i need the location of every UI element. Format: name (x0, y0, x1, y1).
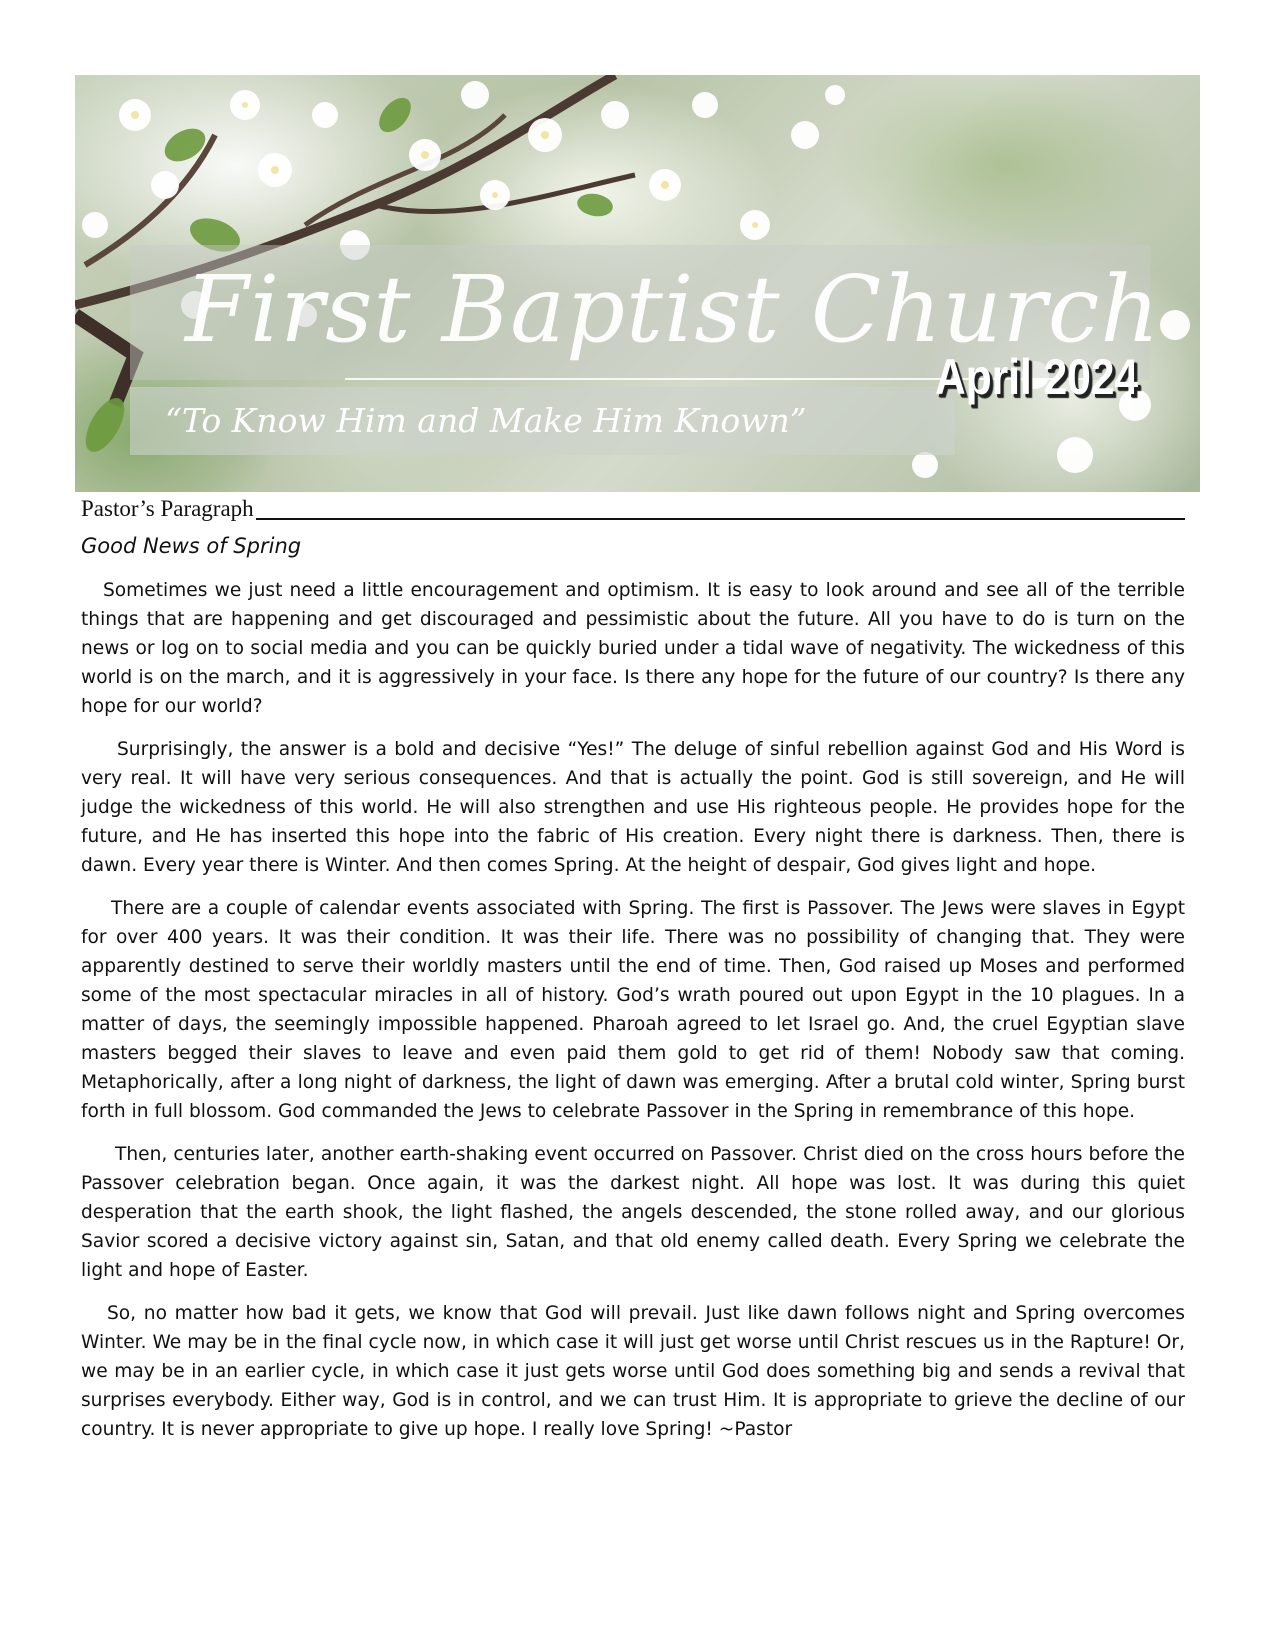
article-paragraph: Surprisingly, the answer is a bold and decisive “Yes!” The deluge of sinful rebellion against God and His Word is very real. It will have very serious consequences. And that is actually the point. God is still sovereign, and He will judge the wickedness of this world. He will also strengthen and use His righteous people. He provides hope for the future, and He has inserted this hope into the fabric of His creation. Every night there is darkness. Then, there is dawn. Every year there is Winter. And then comes Spring. At the height of despair, God gives light and hope. (81, 739, 1185, 876)
article-paragraph: Sometimes we just need a little encouragement and optimism. It is easy to look around and see all of the terrible things that are happening and get discouraged and pessimistic about the future. All you have to do is turn on the news or log on to social media and you can be quickly buried under a tidal wave of negativity. The wickedness of this world is on the march, and it is aggressively in your face. Is there any hope for the future of our country? Is there any hope for our world? (81, 580, 1185, 717)
article-paragraph: So, no matter how bad it gets, we know that God will prevail. Just like dawn follows night and Spring overcomes Winter. We may be in the final cycle now, in which case it will just get worse until Christ rescues us in the Rapture! Or, we may be in an earlier cycle, in which case it just gets worse until God does something big and sends a revival that surprises everybody. Either way, God is in control, and we can trust Him. It is appropriate to grieve the decline of our country. It is never appropriate to give up hope. I really love Spring! ~Pastor (81, 1303, 1185, 1440)
church-name: First Baptist Church (185, 256, 1161, 363)
section-heading-rule (256, 518, 1185, 520)
masthead (75, 75, 1200, 492)
article-paragraph: Then, centuries later, another earth-shaking event occurred on Passover. Christ died on the cross hours before the Passover celebration began. Once again, it was the darkest night. All hope was lost. It was during this quiet desperation that the earth shook, the light flashed, the angels descended, the stone rolled away, and our glorious Savior scored a decisive victory against sin, Satan, and that old enemy called death. Every Spring we celebrate the light and hope of Easter. (81, 1144, 1185, 1281)
article-title: Good News of Spring (81, 534, 302, 558)
church-tagline: “To Know Him and Make Him Known” (165, 401, 807, 440)
section-heading (81, 494, 1185, 524)
article-paragraph: There are a couple of calendar events associated with Spring. The first is Passover. The Jews were slaves in Egypt for over 400 years. It was their condition. It was their life. There was no possibility of changing that. They were apparently destined to serve their worldly masters until the end of time. Then, God raised up Moses and performed some of the most spectacular miracles in all of history. God’s wrath poured out upon Egypt in the 10 plagues. In a matter of days, the seemingly impossible happened. Pharoah agreed to let Israel go. And, the cruel Egyptian slave masters begged their slaves to leave and even paid them gold to get rid of them! Nobody saw that coming. Metaphorically, after a long night of darkness, the light of dawn was emerging. After a brutal cold winter, Spring burst forth in full blossom. God commanded the Jews to celebrate Passover in the Spring in remembrance of this hope. (81, 898, 1185, 1122)
section-heading-text: Pastor’s Paragraph (81, 496, 254, 521)
issue-date: April 2024 (935, 349, 1139, 405)
pastor-article (81, 494, 1185, 1444)
